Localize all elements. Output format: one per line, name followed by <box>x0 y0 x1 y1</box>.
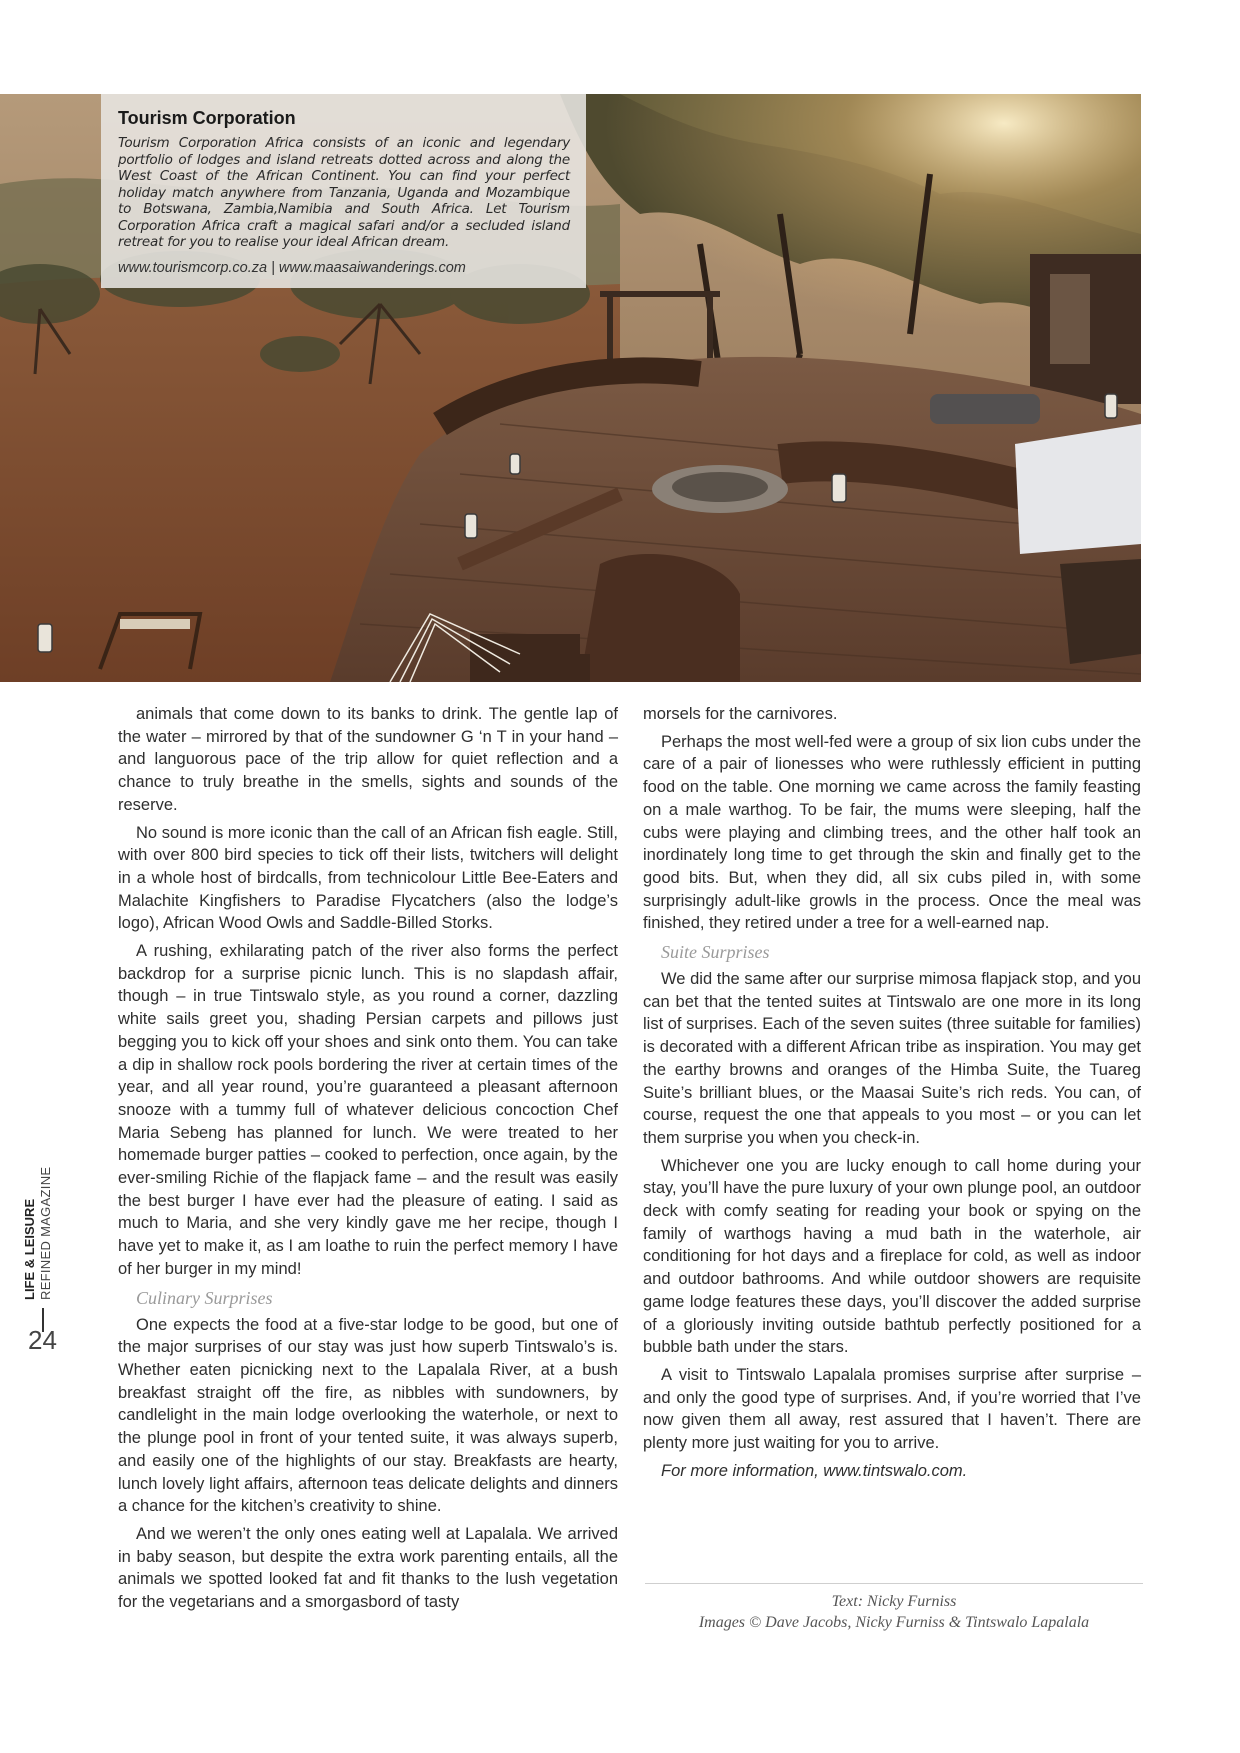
article-paragraph: One expects the food at a five-star lodge to be good, but one of the major surprises of our stay was just how superb Tintswalo’s is. Whether eaten picnicking next to the Lapalala River, at a bush breakfast straight off the fire, as nibbles with sundowners, by candlelight in the main lodge overlooking the waterhole, or next to the plunge pool in front of your tented suite, it was always superb, and easily one of the highlights of our stay. Breakfasts are hearty, lunch lovely light affairs, afternoon teas delicate delights and dinners a chance for the kitchen’s creativity to shine. <box>118 1315 618 1516</box>
section-subheading: Culinary Surprises <box>136 1287 273 1308</box>
article-column-left <box>118 703 618 1619</box>
article-paragraph: We did the same after our surprise mimosa flapjack stop, and you can bet that the tented suites at Tintswalo are one more in its long list of surprises. Each of the seven suites (three suitable for families) is decorated with a different African tribe as inspiration. You may get the earthy browns and oranges of the Himba Suite, the Tuareg Suite’s brilliant blues, or the Maasai Suite’s rich reds. You can, of course, request the one that appeals to you most – or you can let them surprise you when you check-in. <box>643 970 1141 1147</box>
magazine-subtitle: REFINED MAGAZINE <box>38 1166 53 1300</box>
info-box-title: Tourism Corporation <box>118 108 296 128</box>
article-paragraph: Perhaps the most well-fed were a group of six lion cubs under the care of a pair of lionesses who were ruthlessly efficient in putting food on the table. One morning we came across the family feasting on a male warthog. To be fair, the mums were sleeping, half the cubs were playing and climbing trees, and the other half took an inordinately long time to get through the skin and finally get to the good bits. But, when they did, all six cubs piled in, with some surprisingly adult-like growls in the process. Once the meal was finished, they retired under a tree for a well-earned nap. <box>643 732 1141 933</box>
article-column-right <box>643 703 1141 1488</box>
text-credit: Text: Nicky Furniss <box>831 1593 957 1610</box>
images-credit: Images © Dave Jacobs, Nicky Furniss & Tintswalo Lapalala <box>698 1614 1090 1631</box>
info-box-text: Tourism Corporation Africa consists of an iconic and legendary portfolio of lodges and island retreats dotted across and along the West Coast of the African Continent. You can find your perfect holiday match anywhere from Tanzania, Uganda and Mozambique to Botswana, Zambia,Namibia and South Africa. Let Tourism Corporation Africa craft a magical safari and/or a secluded island retreat for you to realise your ideal African dream. <box>118 135 570 250</box>
article-paragraph: morsels for the carnivores. <box>643 705 838 723</box>
tourism-corporation-info-box <box>101 94 586 288</box>
page-number: 24 <box>28 1325 57 1355</box>
article-paragraph: A rushing, exhilarating patch of the river also forms the perfect backdrop for a surprise picnic lunch. This is no slapdash affair, though – in true Tintswalo style, as you round a corner, dazzling white sails greet you, shading Persian carpets and pillows just begging you to kick off your shoes and sink onto them. You can take a dip in shallow rock pools bordering the river at certain times of the year, and all year round, you’re guaranteed a pleasant afternoon snooze with a tummy full of whatever delicious concoction Chef Maria Sebeng has planned for lunch. We were treated to her homemade burger patties – cooked to perfection, once again, by the ever-smiling Richie of the flapjack fame – and the result was easily the best burger I have ever had the pleasure of eating. I said as much to Maria, and she very kindly gave me her recipe, though I have yet to make it, as I am loathe to ruin the perfect memory I have of her burger in my mind! <box>118 942 618 1278</box>
article-paragraph: Whichever one you are lucky enough to call home during your stay, you’ll have the pure luxury of your own plunge pool, an outdoor deck with comfy seating for reading your book or spying on the family of warthogs having a mud bath in the waterhole, air conditioning for hot days and a fireplace for cold, as well as indoor and outdoor bathrooms. And while outdoor showers are requisite game lodge features these days, you’ll discover the added surprise of a gloriously inviting outside bathtub perfectly positioned for a bubble bath under the stars. <box>643 1156 1141 1357</box>
more-info-line: For more information, www.tintswalo.com. <box>661 1461 968 1480</box>
article-paragraph: A visit to Tintswalo Lapalala promises surprise after surprise – and only the good type of surprises. And, if you’re worried that I’ve now given them all away, rest assured that I haven’t. There are plenty more just waiting for you to arrive. <box>643 1365 1141 1453</box>
magazine-folio <box>22 1090 62 1300</box>
section-subheading: Suite Surprises <box>661 942 770 963</box>
info-box-links[interactable]: www.tourismcorp.co.za | www.maasaiwanderings.com <box>118 259 466 276</box>
credits-divider <box>645 1583 1143 1584</box>
article-credits <box>645 1591 1143 1633</box>
article-paragraph: animals that come down to its banks to drink. The gentle lap of the water – mirrored by that of the sundowner G ‘n T in your hand – and languorous pace of the trip allow for quiet reflection and a chance to truly breathe in the smells, sights and sounds of the reserve. <box>118 705 618 814</box>
article-paragraph: No sound is more iconic than the call of an African fish eagle. Still, with over 800 bird species to tick off their lists, twitchers will delight in a whole host of birdcalls, from technicolour Little Bee-Eaters and Malachite Kingfishers to Paradise Flycatchers (also the lodge’s logo), African Wood Owls and Saddle-Billed Storks. <box>118 823 618 933</box>
article-paragraph: And we weren’t the only ones eating well at Lapalala. We arrived in baby season, but despite the extra work parenting entails, all the animals we spotted looked fat and fit thanks to the lush vegetation for the vegetarians and a smorgasbord of tasty <box>118 1524 618 1612</box>
magazine-name: LIFE & LEISURE <box>22 1198 37 1300</box>
